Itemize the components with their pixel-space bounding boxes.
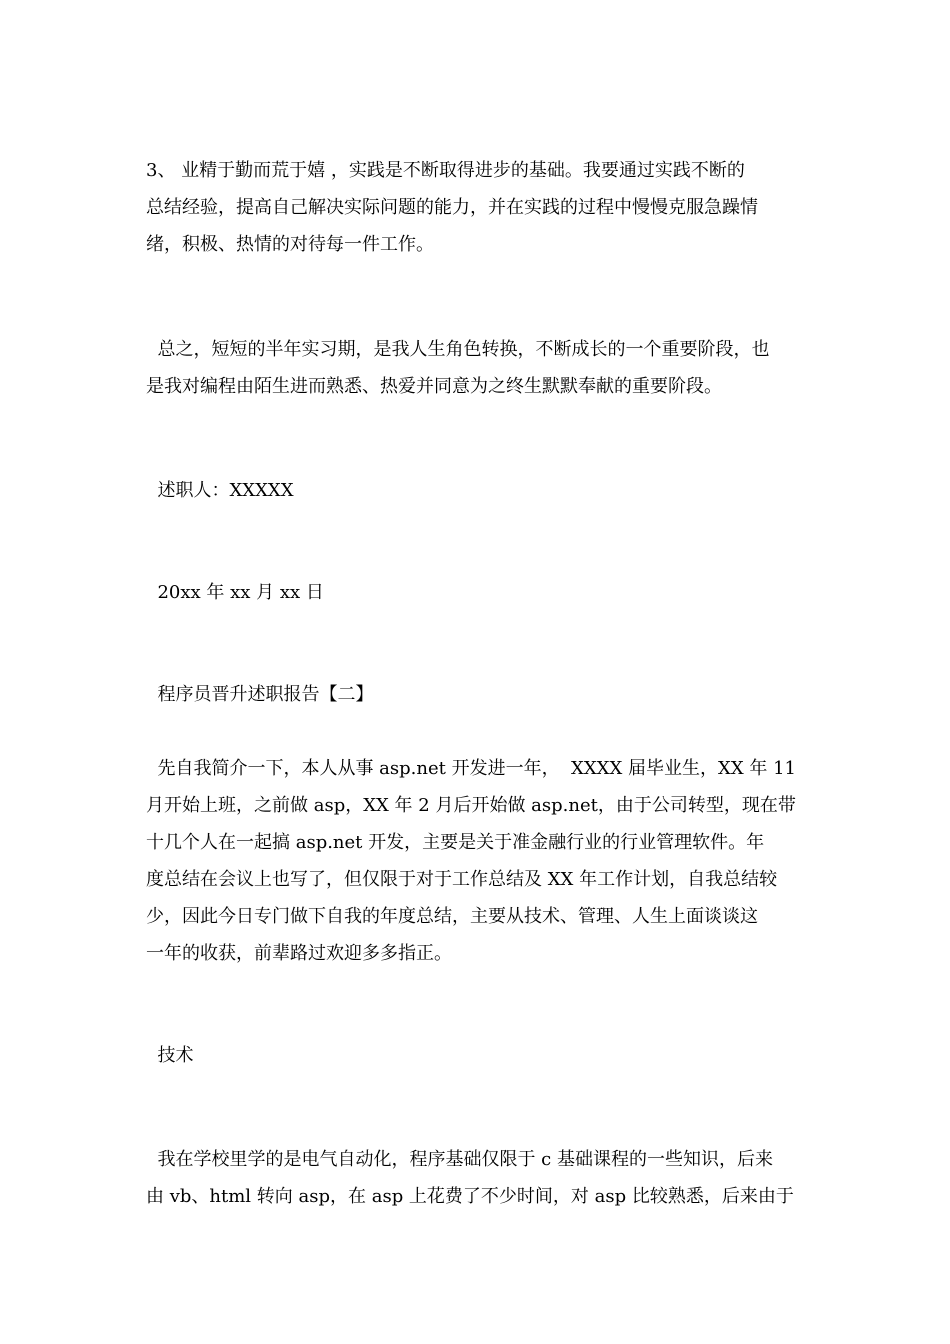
report-date: 20xx 年 xx 月 xx 日 xyxy=(146,582,324,603)
text-line: 先自我简介一下，本人从事 asp.net 开发进一年， XXXX 届毕业生，XX 年 11 xyxy=(146,758,796,779)
text-line: 月开始上班，之前做 asp，XX 年 2 月后开始做 asp.net，由于公司转型，现在带 xyxy=(146,795,796,816)
date-line xyxy=(146,574,806,611)
reporter-line xyxy=(146,472,806,509)
text-line: 总之，短短的半年实习期，是我人生角色转换，不断成长的一个重要阶段，也 xyxy=(146,339,770,360)
text-line: 少，因此今日专门做下自我的年度总结，主要从技术、管理、人生上面谈谈这 xyxy=(146,906,758,927)
text-line: 3、 业精于勤而荒于嬉 ，实践是不断取得进步的基础。我要通过实践不断的 xyxy=(146,160,745,181)
paragraph-intro xyxy=(146,750,806,972)
subheading: 技术 xyxy=(146,1045,194,1066)
text-line: 是我对编程由陌生进而熟悉、热爱并同意为之终生默默奉献的重要阶段。 xyxy=(146,376,722,397)
text-line: 总结经验，提高自己解决实际问题的能力，并在实践的过程中慢慢克服急躁情 xyxy=(146,197,758,218)
text-line: 由 vb、html 转向 asp，在 asp 上花费了不少时间，对 asp 比较熟悉，后来由于 xyxy=(146,1186,794,1207)
text-line: 十几个人在一起搞 asp.net 开发，主要是关于准金融行业的行业管理软件。年 xyxy=(146,832,765,853)
text-line: 一年的收获，前辈路过欢迎多多指正。 xyxy=(146,943,452,964)
paragraph-point-3 xyxy=(146,152,806,263)
tech-heading xyxy=(146,1037,806,1074)
text-line: 绪，积极、热情的对待每一件工作。 xyxy=(146,234,434,255)
section-title xyxy=(146,676,806,713)
section-heading: 程序员晋升述职报告【二】 xyxy=(146,684,374,705)
text-line: 度总结在会议上也写了，但仅限于对于工作总结及 XX 年工作计划，自我总结较 xyxy=(146,869,778,890)
text-line: 我在学校里学的是电气自动化，程序基础仅限于 c 基础课程的一些知识，后来 xyxy=(146,1149,773,1170)
paragraph-tech xyxy=(146,1141,806,1215)
reporter-name: 述职人：XXXXX xyxy=(146,480,294,501)
paragraph-conclusion xyxy=(146,331,806,405)
